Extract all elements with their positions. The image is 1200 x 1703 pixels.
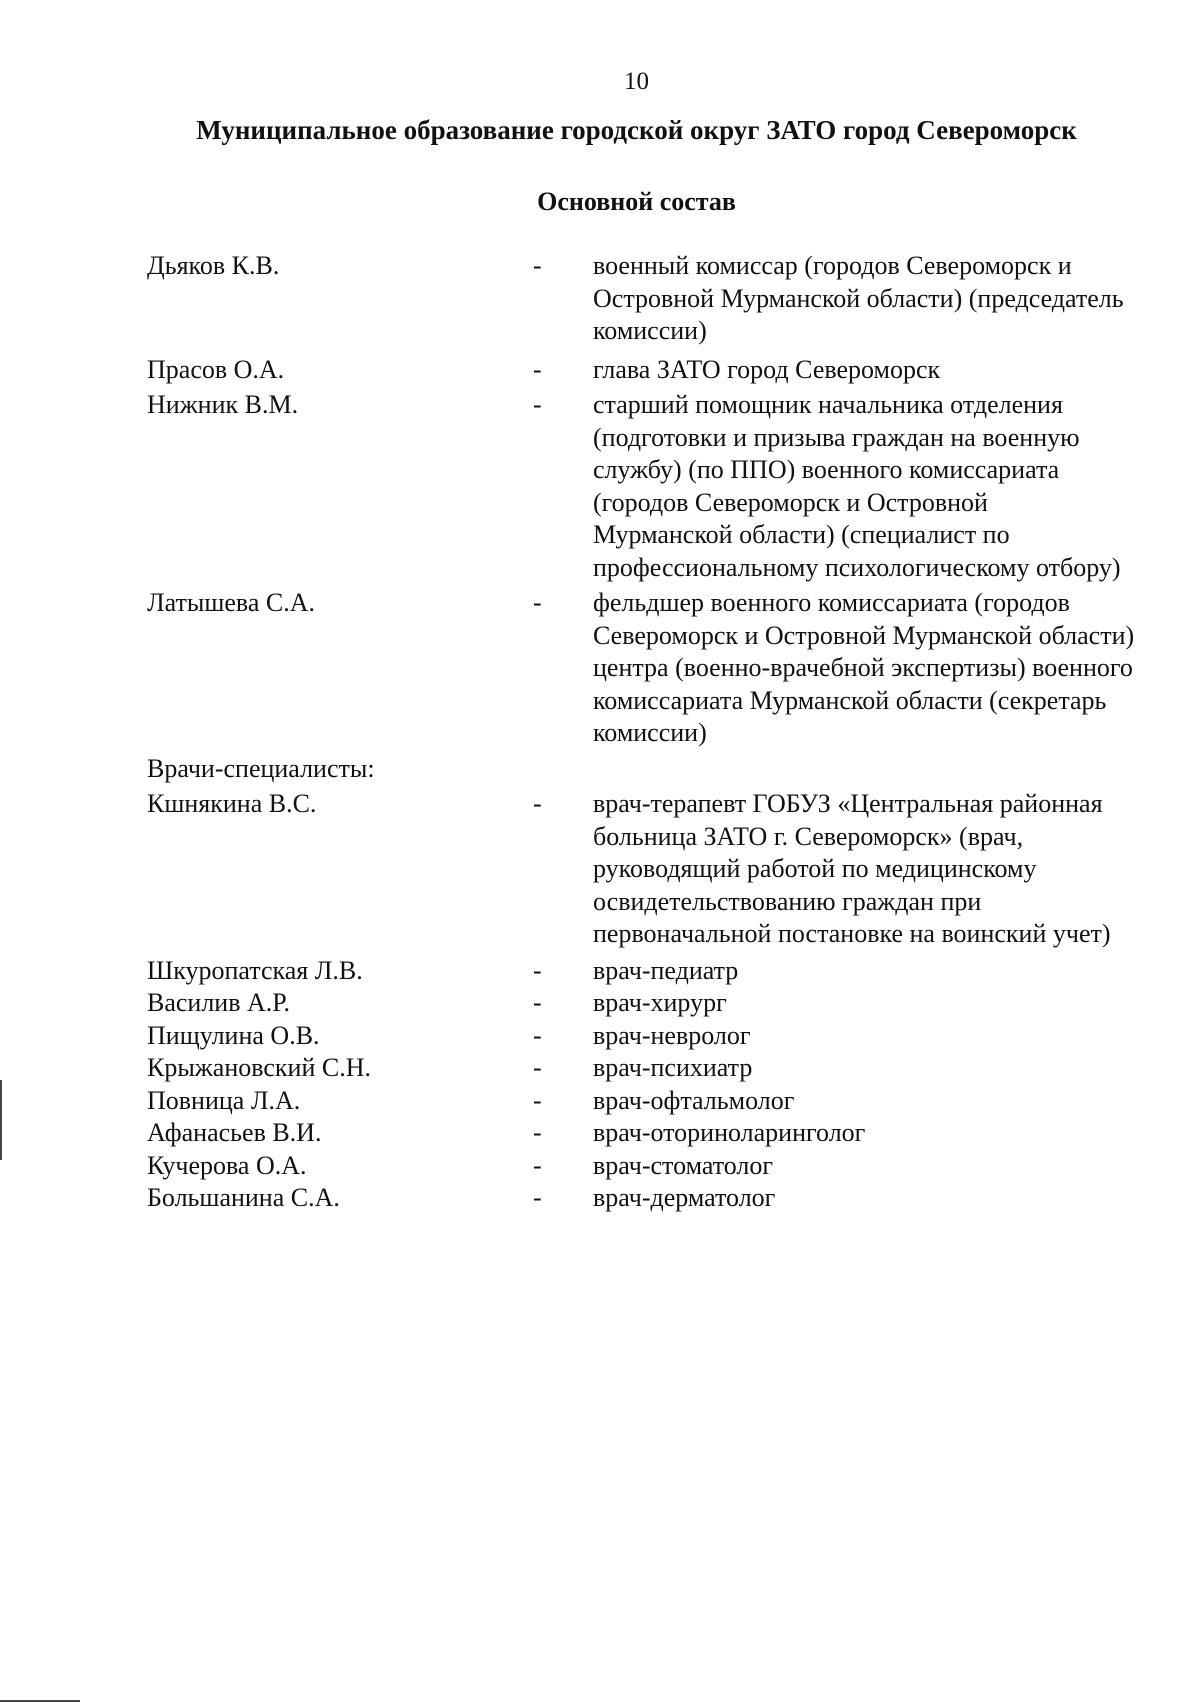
specialist-dash: - [533,1085,542,1115]
specialist-dash: - [533,1053,542,1082]
specialist-row [0,1085,1200,1118]
specialist-row [0,1117,1200,1150]
specialist-dash: - [533,955,542,985]
specialist-name: Повница Л.А. [147,1085,301,1115]
specialist-role: врач-оториноларинголог [593,1118,866,1147]
specialist-dash: - [533,789,542,818]
specialist-row [0,987,1200,1020]
member-dash: - [533,354,542,384]
specialist-name: Большанина С.А. [147,1183,340,1212]
specialist-name: Кучерова О.А. [147,1150,307,1180]
page-number: 10 [624,68,649,95]
specialist-role: врач-хирург [593,988,727,1017]
member-role: военный комиссар (городов Североморск и Островной Мурманской области) (председатель комиссии) [593,251,1124,345]
member-role: фельдшер военного комиссариата (городов Североморск и Островной Мурманской области) центра (военно-врачебной экспертизы) военного комиссариата Мурманской области (секретарь комиссии) [593,588,1135,747]
member-role: глава ЗАТО город Североморск [593,354,941,384]
scan-edge-mark [0,1080,2,1160]
specialists-heading: Врачи-специалисты: [147,753,375,783]
specialist-role: врач-стоматолог [593,1150,774,1180]
specialist-dash: - [533,988,542,1017]
member-role: старший помощник начальника отделения (подготовки и призыва граждан на военную службу) (по ППО) военного комиссариата (городов Североморск и Островной Мурманской области) (специалист по профессиональному психологическому отбору) [593,390,1121,582]
specialist-name: Афанасьев В.И. [147,1118,322,1147]
specialist-name: Пищулина О.В. [147,1020,320,1050]
member-row [0,354,1200,387]
specialist-row [0,955,1200,988]
specialist-dash: - [533,1020,542,1050]
specialist-row [0,1182,1200,1215]
commission-roster [0,250,1200,1215]
member-name: Прасов О.А. [147,354,285,384]
member-dash: - [533,251,542,280]
specialist-role: врач-психиатр [593,1053,753,1082]
specialist-role: врач-дерматолог [593,1183,776,1212]
specialist-role: врач-педиатр [593,955,739,985]
specialist-dash: - [533,1118,542,1147]
specialist-name: Василив А.Р. [147,988,290,1017]
scan-edge-mark [0,1700,80,1702]
specialist-name: Кшнякина В.С. [147,789,317,818]
member-row [0,389,1200,584]
specialist-row [0,1020,1200,1053]
specialist-name: Шкуропатская Л.В. [147,955,363,985]
specialist-row [0,1052,1200,1085]
member-row [0,250,1200,348]
member-name: Нижник В.М. [147,390,299,419]
specialist-role: врач-офтальмолог [593,1085,795,1115]
member-dash: - [533,390,542,419]
member-name: Латышева С.А. [147,588,315,617]
specialist-role: врач-невролог [593,1020,751,1050]
specialist-dash: - [533,1150,542,1180]
section-title: Основной состав [537,187,736,216]
specialist-name: Крыжановский С.Н. [147,1053,371,1082]
specialist-row [0,788,1200,951]
specialist-dash: - [533,1183,542,1212]
member-dash: - [533,588,542,617]
specialist-row [0,1150,1200,1183]
document-title: Муниципальное образование городской округ ЗАТО город Североморск [196,115,1077,145]
member-row [0,587,1200,750]
specialist-role: врач-терапевт ГОБУЗ «Центральная районная больница ЗАТО г. Североморск» (врач, руководящий работой по медицинскому освидетельствованию граждан при первоначальной постановке на воинский учет) [593,789,1111,948]
member-name: Дьяков К.В. [147,251,280,280]
